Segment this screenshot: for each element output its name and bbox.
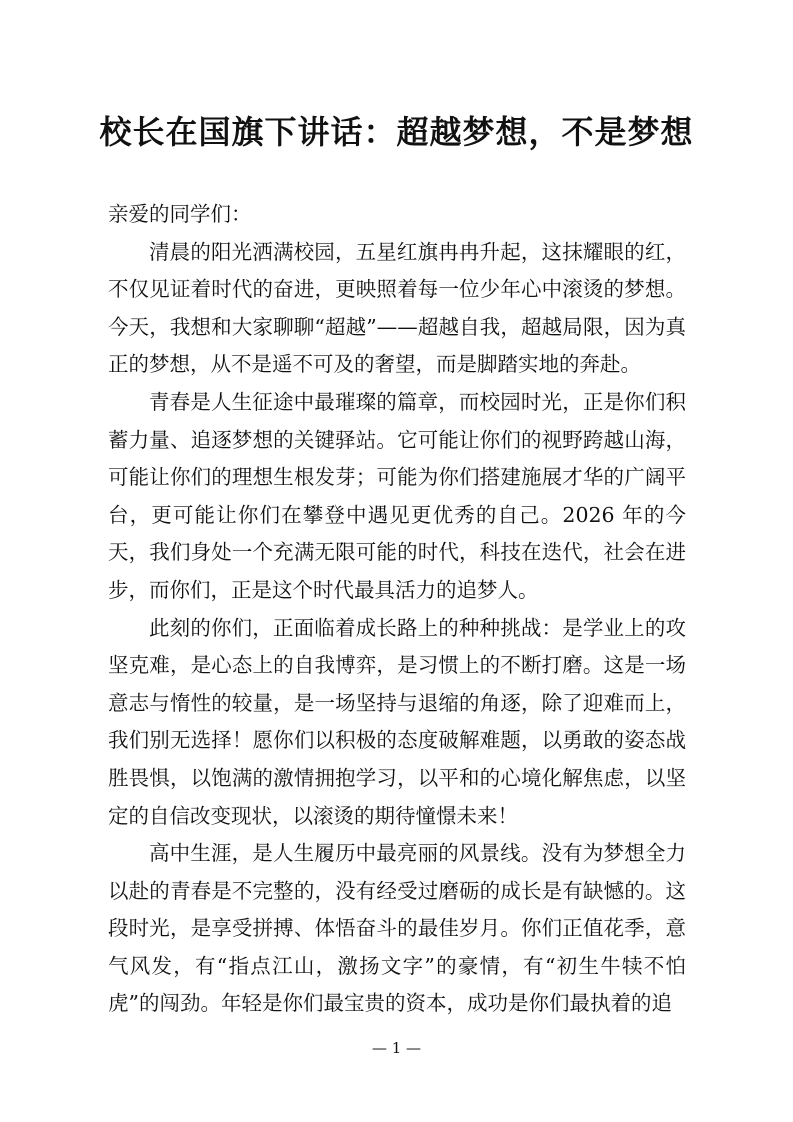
salutation: 亲爱的同学们： bbox=[108, 202, 252, 226]
paragraph-4: 高中生涯，是人生履历中最亮丽的风景线。没有为梦想全力以赴的青春是不完整的，没有经受过磨砺的成长是有缺憾的。这段时光，是享受拼搏、体悟奋斗的最佳岁月。你们正值花季，意气风发，有“指点江山，激扬文字”的豪情，有“初生牛犊不怕虎”的闯劲。年轻是你们最宝贵的资本，成功是你们最执着的追 bbox=[108, 841, 686, 1016]
document-body bbox=[108, 196, 686, 1023]
paragraph-1: 清晨的阳光洒满校园，五星红旗冉冉升起，这抹耀眼的红，不仅见证着时代的奋进，更映照着每一位少年心中滚烫的梦想。今天，我想和大家聊聊“超越”——超越自我，超越局限，因为真正的梦想，从不是遥不可及的奢望，而是脚踏实地的奔赴。 bbox=[108, 239, 686, 377]
paragraph-3: 此刻的你们，正面临着成长路上的种种挑战：是学业上的攻坚克难，是心态上的自我博弈，是习惯上的不断打磨。这是一场意志与惰性的较量，是一场坚持与退缩的角逐，除了迎难而上，我们别无选择！愿你们以积极的态度破解难题，以勇敢的姿态战胜畏惧，以饱满的激情拥抱学习，以平和的心境化解焦虑，以坚定的自信改变现状，以滚烫的期待憧憬未来！ bbox=[108, 615, 686, 828]
page-title: 校长在国旗下讲话：超越梦想，不是梦想 bbox=[99, 113, 694, 151]
page-number: — 1 — bbox=[371, 1039, 422, 1057]
paragraph-2: 青春是人生征途中最璀璨的篇章，而校园时光，正是你们积蓄力量、追逐梦想的关键驿站。它可能让你们的视野跨越山海，可能让你们的理想生根发芽；可能为你们搭建施展才华的广阔平台，更可能让你们在攀登中遇见更优秀的自己。2026 年的今天，我们身处一个充满无限可能的时代，科技在迭代，社会在进步，而你们，正是这个时代最具活力的追梦人。 bbox=[108, 389, 686, 602]
